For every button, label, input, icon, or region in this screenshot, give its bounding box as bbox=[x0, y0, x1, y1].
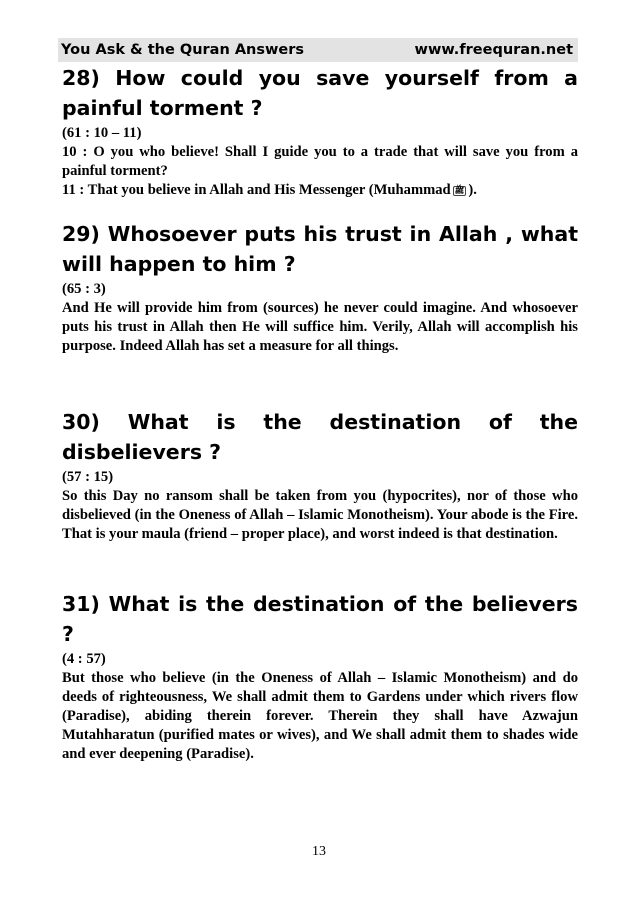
question-29-reference: (65 : 3) bbox=[62, 281, 106, 297]
honorific-symbol: ﷺ bbox=[454, 186, 465, 195]
question-29-heading: 29) Whosoever puts his trust in Allah , what will happen to him ? bbox=[62, 222, 578, 276]
question-28-heading: 28) How could you save yourself from a painful torment ? bbox=[62, 66, 578, 120]
question-30-heading: 30) What is the destination of the disbelievers ? bbox=[62, 410, 578, 464]
question-31-reference: (4 : 57) bbox=[62, 651, 106, 667]
answer-verse-11-text: 11 : That you believe in Allah and His Messenger (Muhammad bbox=[62, 182, 451, 198]
answer-verse-11 bbox=[62, 181, 578, 200]
answer-verse-10: 10 : O you who believe! Shall I guide you to a trade that will save you from a painful torment? bbox=[62, 144, 578, 179]
question-29-answer: And He will provide him from (sources) he never could imagine. And whosoever puts his trust in Allah then He will suffice him. Verily, Allah will accomplish his purpose. Indeed Allah has set a measure for all things. bbox=[62, 300, 578, 354]
question-31-heading: 31) What is the destination of the believers ? bbox=[62, 592, 578, 646]
header-website: www.freequran.net bbox=[414, 42, 573, 58]
header-book-title: You Ask & the Quran Answers bbox=[61, 42, 305, 58]
question-30-reference: (57 : 15) bbox=[62, 469, 114, 485]
page-number: 13 bbox=[312, 844, 326, 859]
answer-verse-11-end: ). bbox=[468, 182, 477, 198]
question-31-answer: But those who believe (in the Oneness of Allah – Islamic Monotheism) and do deeds of righteousness, We shall admit them to Gardens under which rivers flow (Paradise), abiding therein forever. Therein they shall have Azwajun Mutahharatun (purified mates or wives), and We shall admit them to shades wide and ever deepening (Paradise). bbox=[62, 670, 578, 762]
running-header bbox=[58, 38, 578, 62]
question-28-reference: (61 : 10 – 11) bbox=[62, 125, 142, 141]
question-28-answer bbox=[62, 143, 578, 200]
question-30-answer: So this Day no ransom shall be taken from you (hypocrites), nor of those who disbelieved (in the Oneness of Allah – Islamic Monotheism). Your abode is the Fire. That is your maula (friend – proper place), and worst indeed is that destination. bbox=[62, 488, 578, 542]
